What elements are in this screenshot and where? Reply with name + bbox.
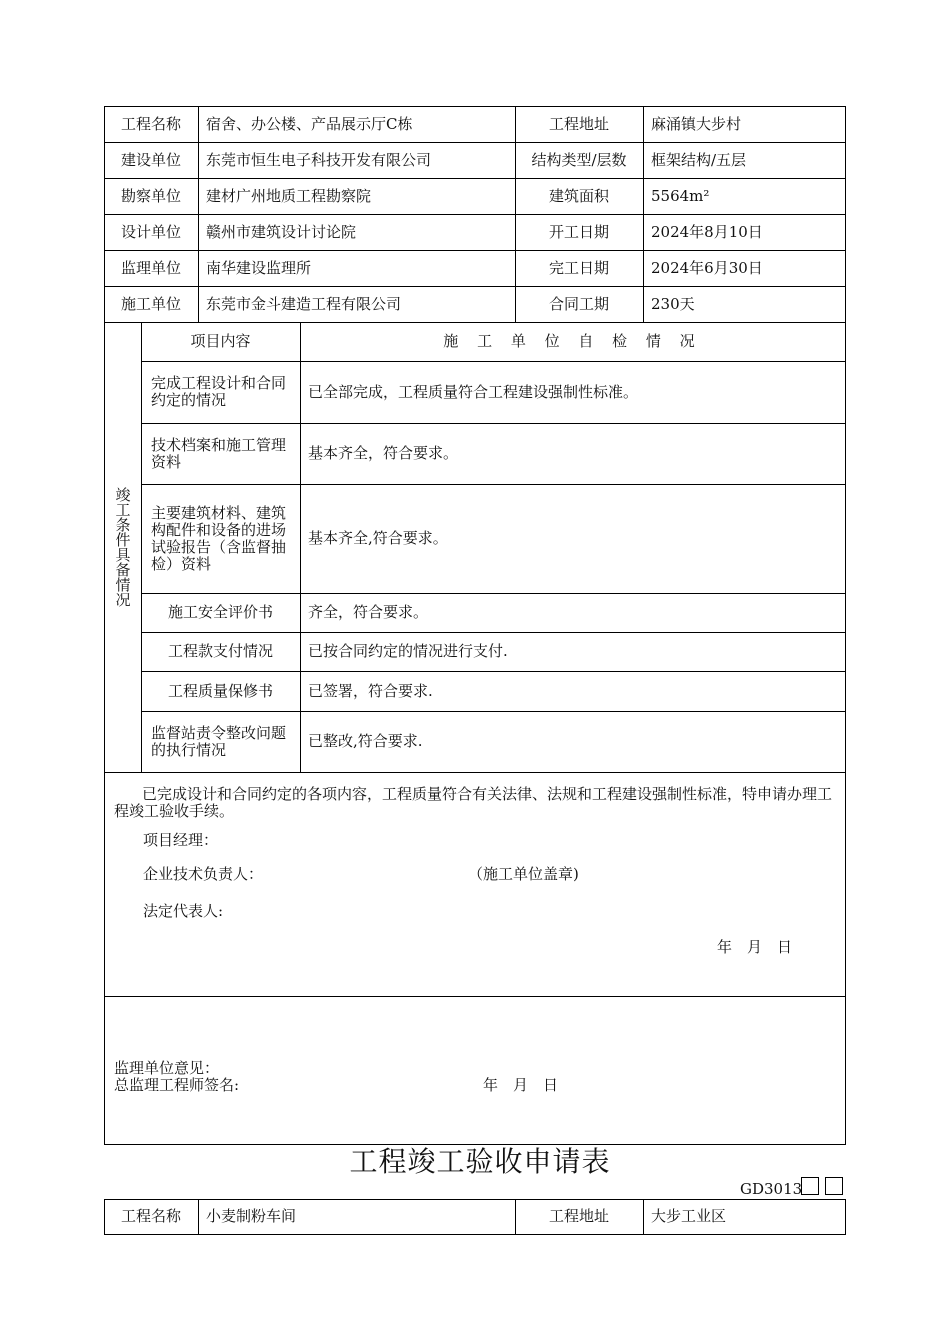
- label-structure-type: 结构类型/层数: [531, 150, 627, 169]
- form-code: GD3013: [740, 1180, 803, 1198]
- value-construction-unit: 东莞市金斗建造工程有限公司: [206, 294, 402, 313]
- form2-label-project-address: 工程地址: [548, 1207, 609, 1225]
- label-start-date: 开工日期: [548, 222, 609, 241]
- form2-title: 工程竣工验收申请表: [349, 1145, 611, 1178]
- condition-check: 已全部完成，工程质量符合工程建设强制性标准。: [308, 382, 639, 401]
- seal-label: （施工单位盖章): [468, 865, 579, 883]
- code-box-2[interactable]: [825, 1177, 843, 1195]
- condition-item: 主要建筑材料、建筑构配件和设备的进场试验报告（含监督抽检）资料: [151, 503, 287, 573]
- condition-check: 齐全，符合要求。: [308, 603, 429, 621]
- chief-engineer-sign-label: 总监理工程师签名:: [114, 1076, 240, 1094]
- label-building-area: 建筑面积: [548, 186, 609, 205]
- form2-value-project-name: 小麦制粉车间: [206, 1207, 297, 1225]
- code-box-1[interactable]: [801, 1177, 819, 1195]
- conditions-side-label-cell: [104, 322, 141, 772]
- condition-check: 基本齐全,符合要求。: [308, 529, 448, 547]
- form2-value-project-address: 大步工业区: [651, 1207, 727, 1225]
- value-contract-period: 230天: [651, 294, 695, 313]
- label-contract-period: 合同工期: [548, 294, 609, 313]
- header-self-check: 施 工 单 位 自 检 情 况: [443, 332, 702, 350]
- value-start-date: 2024年8月10日: [651, 222, 763, 241]
- condition-check: 已按合同约定的情况进行支付.: [308, 642, 508, 660]
- condition-check: 基本齐全，符合要求。: [308, 444, 459, 462]
- label-design-unit: 设计单位: [120, 222, 181, 241]
- value-survey-unit: 建材广州地质工程勘察院: [206, 186, 372, 205]
- value-owner-unit: 东莞市恒生电子科技开发有限公司: [206, 150, 432, 169]
- condition-item: 工程款支付情况: [167, 642, 273, 660]
- label-construction-unit: 施工单位: [120, 294, 181, 313]
- condition-item: 工程质量保修书: [167, 681, 273, 700]
- value-finish-date: 2024年6月30日: [651, 258, 763, 277]
- supervisor-opinion-label: 监理单位意见：: [114, 1059, 220, 1077]
- declaration-date: 年 月 日: [717, 938, 793, 956]
- form2-label-project-name: 工程名称: [120, 1207, 181, 1225]
- condition-item: 施工安全评价书: [167, 603, 273, 621]
- condition-item: 完成工程设计和合同约定的情况: [151, 374, 287, 409]
- label-owner-unit: 建设单位: [120, 150, 181, 169]
- label-project-address: 工程地址: [548, 114, 609, 133]
- label-survey-unit: 勘察单位: [120, 186, 181, 205]
- condition-check: 已整改,符合要求.: [308, 732, 423, 750]
- label-finish-date: 完工日期: [548, 258, 609, 277]
- supervisor-date: 年 月 日: [483, 1076, 559, 1094]
- tech-lead-label: 企业技术负责人：: [143, 865, 264, 883]
- value-project-address: 麻涌镇大步村: [651, 114, 742, 133]
- declaration-text: 已完成设计和合同约定的各项内容，工程质量符合有关法律、法规和工程建设强制性标准，特申请办理工程竣工验收手续。: [114, 785, 833, 820]
- label-project-name: 工程名称: [120, 114, 181, 133]
- legal-rep-label: 法定代表人:: [143, 902, 224, 920]
- condition-item: 监督站责令整改问题的执行情况: [151, 723, 287, 759]
- condition-check: 已签署，符合要求.: [308, 681, 433, 700]
- header-item-content: 项目内容: [190, 332, 251, 350]
- project-manager-label: 项目经理：: [143, 831, 219, 849]
- value-structure-type: 框架结构/五层: [651, 150, 747, 169]
- value-building-area: 5564m²: [651, 186, 710, 205]
- value-supervision-unit: 南华建设监理所: [206, 258, 312, 277]
- conditions-side-label: 竣工条件具备情况: [113, 487, 132, 607]
- value-design-unit: 赣州市建筑设计讨论院: [206, 222, 357, 241]
- value-project-name: 宿舍、办公楼、产品展示厅C栋: [206, 114, 413, 133]
- label-supervision-unit: 监理单位: [120, 258, 181, 277]
- condition-item: 技术档案和施工管理资料: [151, 435, 287, 471]
